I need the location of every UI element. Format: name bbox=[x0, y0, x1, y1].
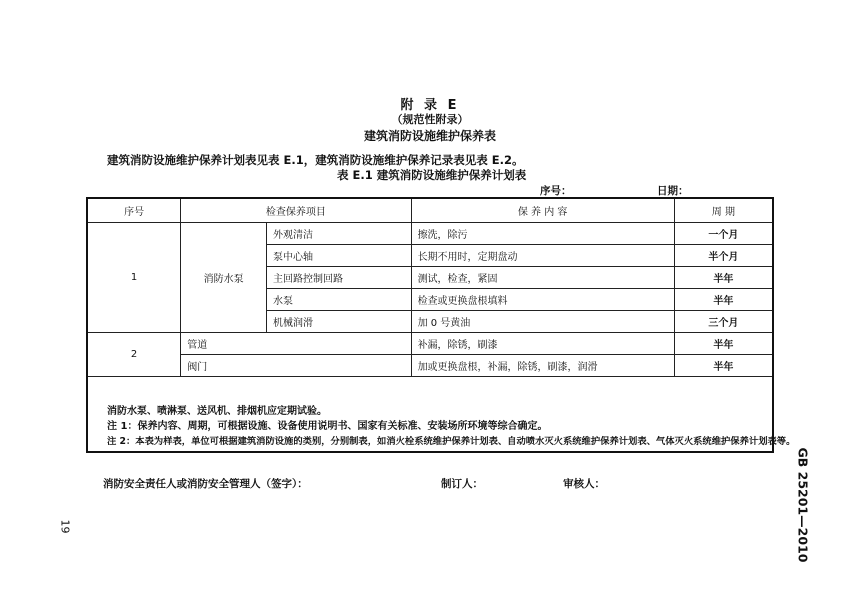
content-cell: 补漏，除锈，刷漆 bbox=[411, 333, 674, 355]
table-row bbox=[87, 355, 773, 377]
header-content: 保 养 内 容 bbox=[411, 198, 674, 223]
period-cell: 半年 bbox=[674, 267, 773, 289]
page-number: 19 bbox=[58, 519, 72, 534]
period-cell: 半年 bbox=[674, 333, 773, 355]
group-serial: 1 bbox=[87, 223, 181, 333]
group-item: 消防水泵 bbox=[181, 223, 267, 333]
maker-label: 制订人： bbox=[441, 478, 483, 490]
notes-block bbox=[107, 404, 795, 449]
sub-item: 外观清洁 bbox=[267, 223, 412, 245]
reviewer-label: 审核人： bbox=[563, 478, 605, 490]
appendix-title: 附 录 E bbox=[400, 98, 460, 113]
content-cell: 加或更换盘根，补漏，除锈，刷漆，润滑 bbox=[411, 355, 674, 377]
intro-text: 建筑消防设施维护保养计划表见表 E.1，建筑消防设施维护保养记录表见表 E.2。 bbox=[107, 153, 524, 167]
period-cell: 半个月 bbox=[674, 245, 773, 267]
content-cell: 测试，检查，紧固 bbox=[411, 267, 674, 289]
table-caption: 表 E.1 建筑消防设施维护保养计划表 bbox=[337, 168, 527, 182]
sub-item: 泵中心轴 bbox=[267, 245, 412, 267]
sub-item: 水泵 bbox=[267, 289, 412, 311]
note-line: 注 2：本表为样表，单位可根据建筑消防设施的类别，分别制表，如消火栓系统维护保养计划表、自动喷水灭火系统维护保养计划表、气体灭火系统维护保养计划表等。 bbox=[107, 436, 796, 447]
group-item: 阀门 bbox=[181, 355, 411, 377]
serial-label: 序号： bbox=[540, 185, 572, 197]
responsible-signature-label: 消防安全责任人或消防安全管理人（签字）： bbox=[103, 478, 308, 490]
period-cell: 半年 bbox=[674, 289, 773, 311]
header-serial: 序号 bbox=[87, 198, 181, 223]
table-header-row bbox=[87, 198, 773, 223]
standard-code: GB 25201—2010 bbox=[795, 447, 811, 563]
sub-item: 机械润滑 bbox=[267, 311, 412, 333]
sub-item: 主回路控制回路 bbox=[267, 267, 412, 289]
content-cell: 擦洗，除污 bbox=[411, 223, 674, 245]
content-cell: 检查或更换盘根填料 bbox=[411, 289, 674, 311]
period-cell: 一个月 bbox=[674, 223, 773, 245]
date-label: 日期： bbox=[657, 185, 689, 197]
note-line: 消防水泵、喷淋泵、送风机、排烟机应定期试验。 bbox=[107, 406, 327, 417]
group-item: 管道 bbox=[181, 333, 411, 355]
header-period: 周 期 bbox=[674, 198, 773, 223]
period-cell: 半年 bbox=[674, 355, 773, 377]
period-cell: 三个月 bbox=[674, 311, 773, 333]
content-cell: 加 0 号黄油 bbox=[411, 311, 674, 333]
appendix-subtitle: （规范性附录） bbox=[391, 113, 469, 126]
group-serial: 2 bbox=[87, 333, 181, 377]
header-item: 检查保养项目 bbox=[181, 198, 411, 223]
table-row bbox=[87, 333, 773, 355]
note-line: 注 1：保养内容、周期，可根据设施、设备使用说明书、国家有关标准、安装场所环境等综合确定。 bbox=[107, 421, 548, 432]
content-cell: 长期不用时，定期盘动 bbox=[411, 245, 674, 267]
table-row bbox=[87, 223, 773, 245]
appendix-heading: 建筑消防设施维护保养表 bbox=[363, 129, 496, 143]
